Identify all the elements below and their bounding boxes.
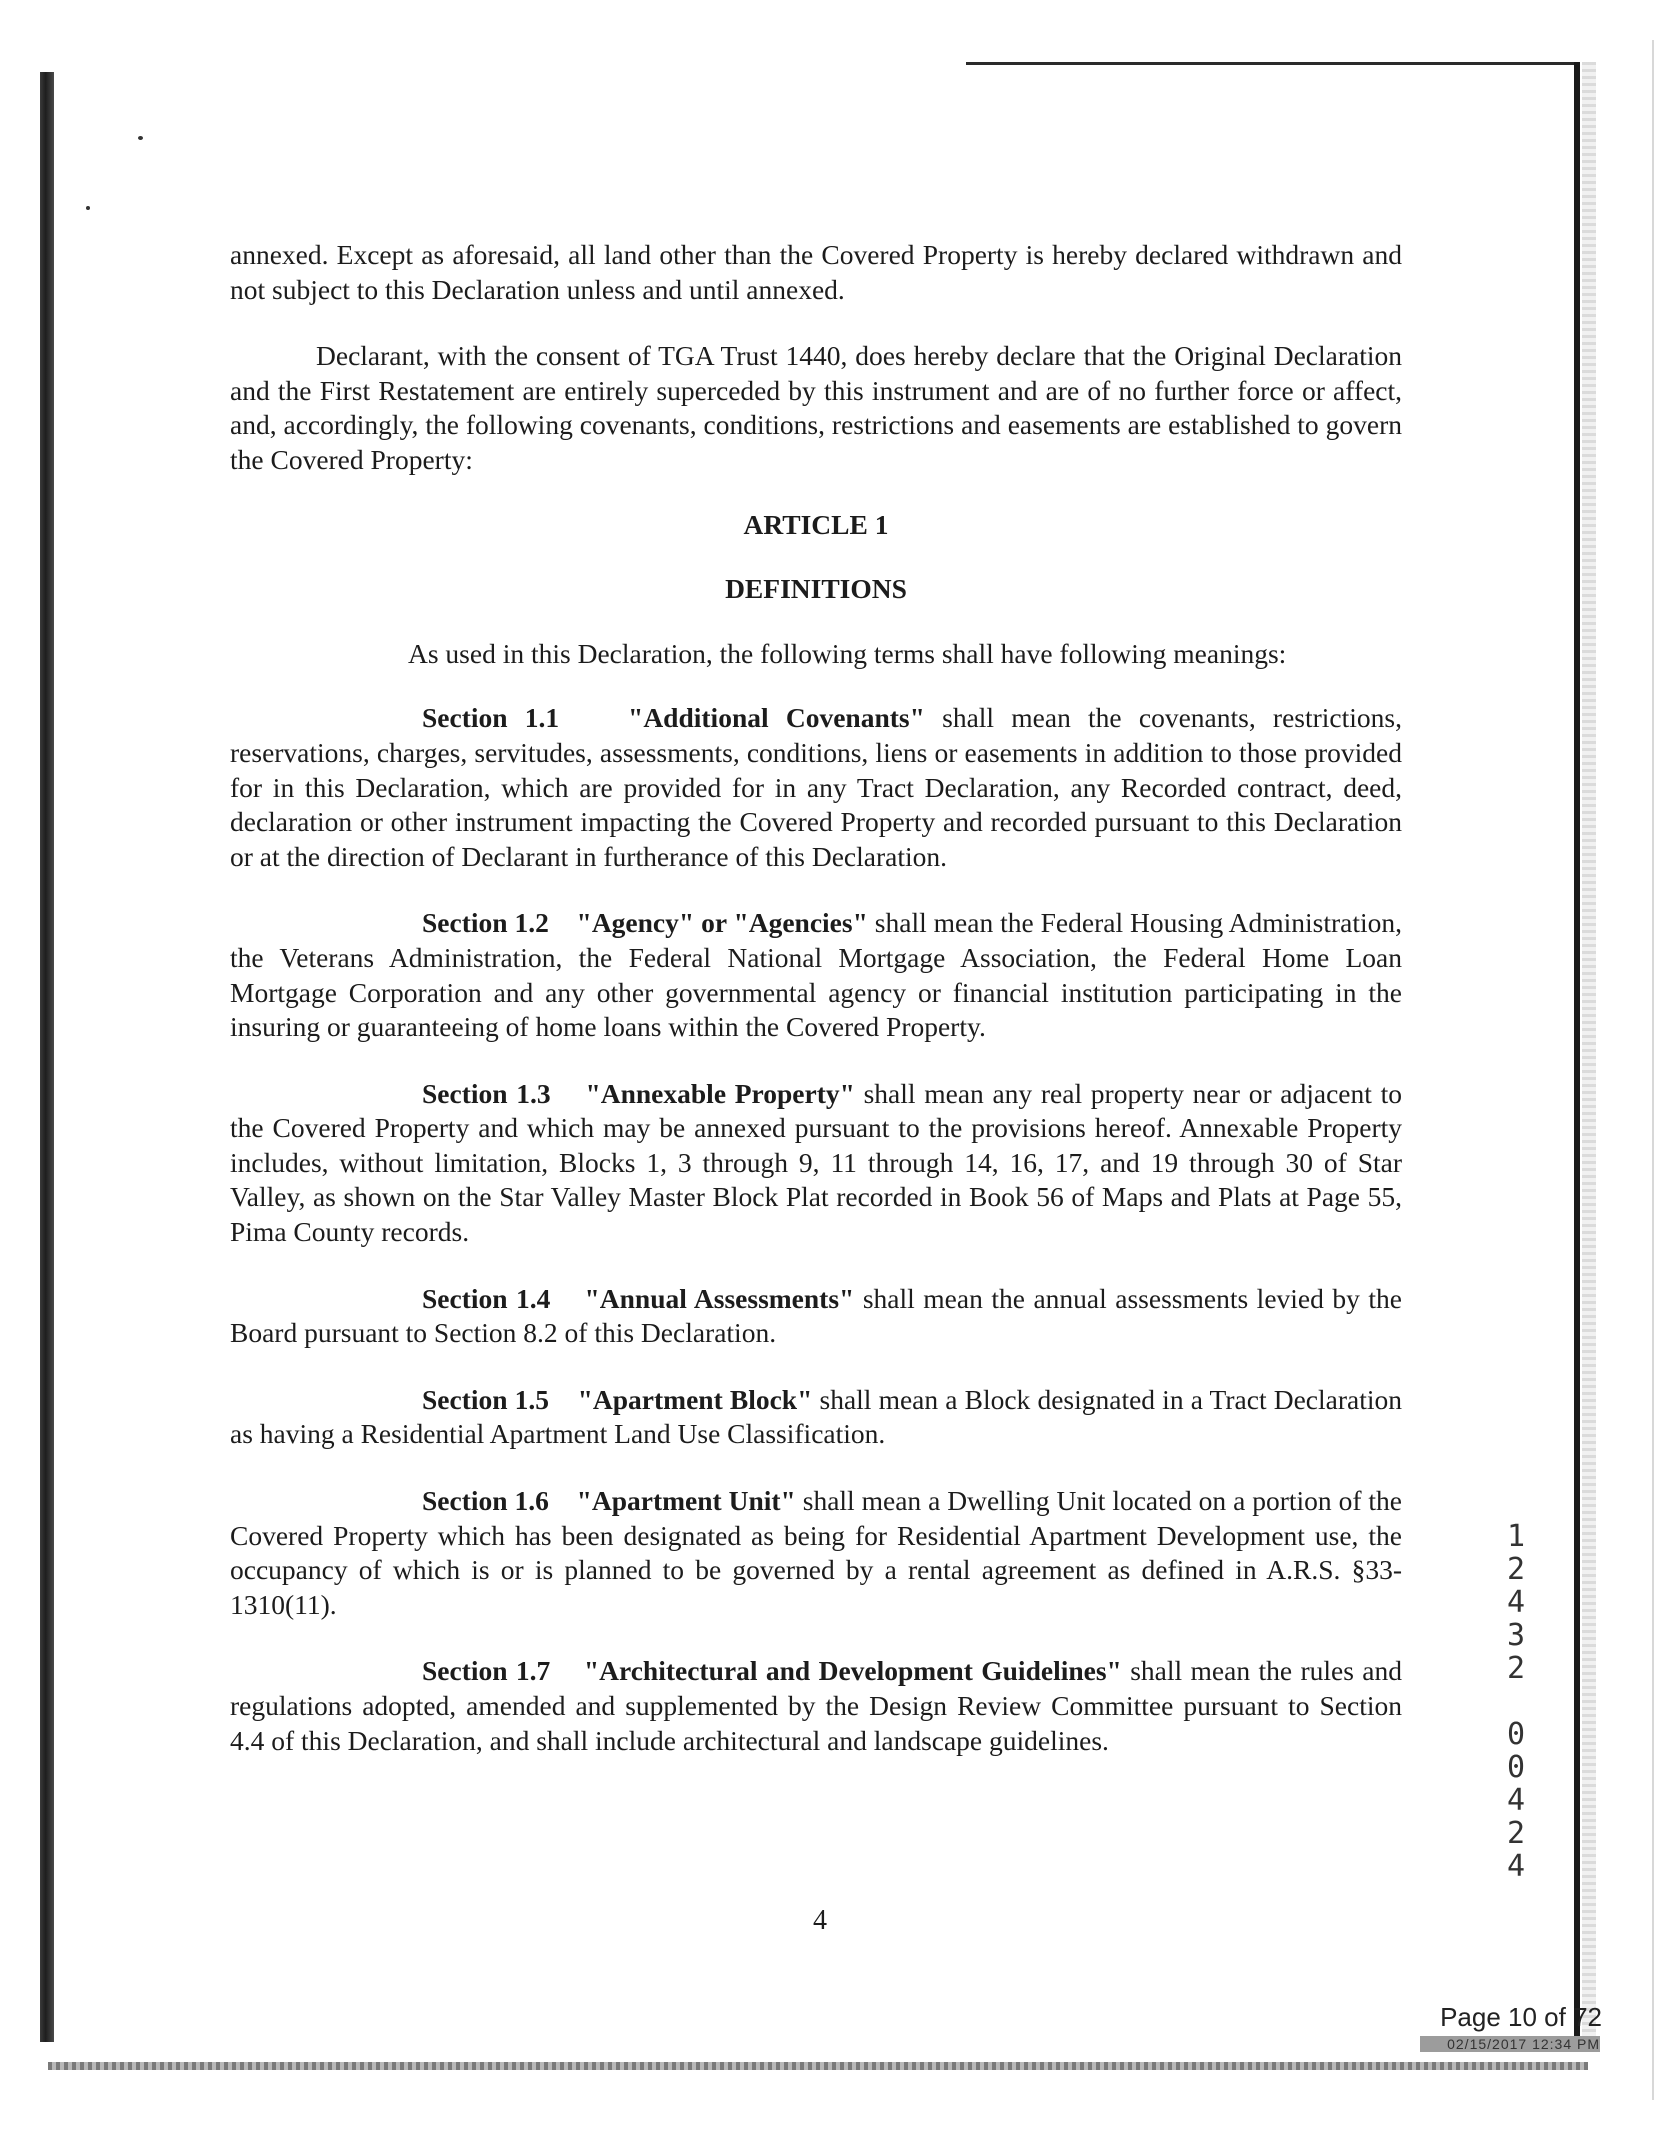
section-term: "Additional Covenants" (628, 702, 925, 734)
definitions-intro: As used in this Declaration, the following terms shall have following meanings: (408, 637, 1287, 669)
docket-digit: 2 (1506, 1552, 1526, 1587)
section-text: shall mean a Dwelling Unit located on a portion of the Covered Property which has been designated as being for Residential Apartment Development use, the occupancy of which is or is planned to be governed by a rental agreement as defined in A.R.S. §33-1310(11). (230, 1485, 1402, 1620)
document-body (230, 238, 1402, 1758)
scan-right-rule (1574, 62, 1580, 2042)
section-label: Section 1.6 (422, 1485, 549, 1517)
docket-digit: 4 (1506, 1849, 1526, 1884)
section-label: Section 1.4 (422, 1282, 551, 1314)
section-text: shall mean a Block designated in a Tract Declaration as having a Residential Apartment Land Use Classification. (230, 1383, 1402, 1450)
docket-digit: 2 (1506, 1816, 1526, 1851)
scan-far-right-line (1652, 40, 1654, 2100)
section-term: "Apartment Block" (577, 1383, 813, 1415)
section-text: shall mean any real property near or adjacent to the Covered Property and which may be annexed pursuant to the provisions hereof. Annexable Property includes, without limitation, Blocks 1, 3 through 9, 11 through 14, 16, 17, and 19 through 30 of Star Valley, as shown on the Star Valley Master Block Plat recorded in Book 56 of Maps and Plats at Page 55, Pima County records. (230, 1077, 1403, 1248)
section-1-1 (230, 701, 1402, 874)
docket-digit: 3 (1506, 1618, 1526, 1653)
section-term: "Agency" or "Agencies" (576, 907, 868, 939)
section-1-7 (230, 1654, 1402, 1758)
section-1-4 (230, 1282, 1402, 1351)
docket-digit: 2 (1506, 1651, 1526, 1686)
docket-digit: 0 (1506, 1750, 1526, 1785)
scan-speck (86, 206, 90, 210)
page-counter: Page 10 of 72 (1440, 2002, 1602, 2032)
section-label: Section 1.5 (422, 1383, 550, 1415)
scan-left-edge (40, 72, 54, 2042)
article-title: DEFINITIONS (725, 573, 907, 605)
section-1-5 (230, 1383, 1402, 1452)
section-1-6 (230, 1484, 1402, 1622)
scan-timestamp: 02/15/2017 12:34 PM (1420, 2036, 1600, 2052)
article-heading: ARTICLE 1 (743, 508, 889, 540)
scan-speck (138, 136, 143, 140)
scan-bottom-edge (48, 2062, 1588, 2070)
section-text: shall mean the Federal Housing Administration, the Veterans Administration, the Federal National Mortgage Association, the Federal Home Loan Mortgage Corporation and any other governmental agency or financial institution participating in the insuring or guaranteeing of home loans within the Covered Property. (230, 907, 1403, 1043)
docket-digit: 4 (1506, 1585, 1526, 1620)
docket-digit: 4 (1506, 1783, 1526, 1818)
section-term: "Annual Assessments" (584, 1282, 855, 1314)
intro-paragraph: annexed. Except as aforesaid, all land other than the Covered Property is hereby declared withdrawn and not subject to this Declaration unless and until annexed. (230, 239, 1402, 305)
section-1-2 (230, 906, 1402, 1044)
docket-digit: 1 (1506, 1519, 1526, 1554)
page-number: 4 (813, 1905, 827, 1936)
section-term: "Annexable Property" (585, 1077, 855, 1109)
section-1-3 (230, 1077, 1402, 1250)
section-label: Section 1.1 (422, 702, 560, 734)
docket-digit: 0 (1506, 1717, 1526, 1752)
section-label: Section 1.2 (422, 907, 549, 939)
scan-top-rule (966, 62, 1578, 65)
intro-paragraph: Declarant, with the consent of TGA Trust 1440, does hereby declare that the Original Declaration and the First Restatement are entirely superceded by this instrument and are of no further force or affect, and, accordingly, the following covenants, conditions, restrictions and easements are established to govern the Covered Property: (230, 340, 1402, 475)
section-term: "Architectural and Development Guidelines" (583, 1655, 1122, 1687)
section-text: shall mean the rules and regulations adopted, amended and supplemented by the Design Review Committee pursuant to Section 4.4 of this Declaration, and shall include architectural and landscape guidelines. (230, 1655, 1403, 1756)
section-text: shall mean the annual assessments levied by the Board pursuant to Section 8.2 of this Declaration. (230, 1282, 1402, 1349)
docket-number-vertical (1496, 1520, 1536, 1883)
scan-right-edge (1582, 62, 1596, 2042)
section-label: Section 1.7 (422, 1655, 551, 1687)
section-text: shall mean the covenants, restrictions, reservations, charges, servitudes, assessments, conditions, liens or easements in addition to those provided for in this Declaration, which are provided for in any Tract Declaration, any Recorded contract, deed, declaration or other instrument impacting the Covered Property and recorded pursuant to this Declaration or at the direction of Declarant in furtherance of this Declaration. (230, 702, 1402, 872)
section-label: Section 1.3 (422, 1077, 551, 1109)
section-term: "Apartment Unit" (576, 1485, 796, 1517)
